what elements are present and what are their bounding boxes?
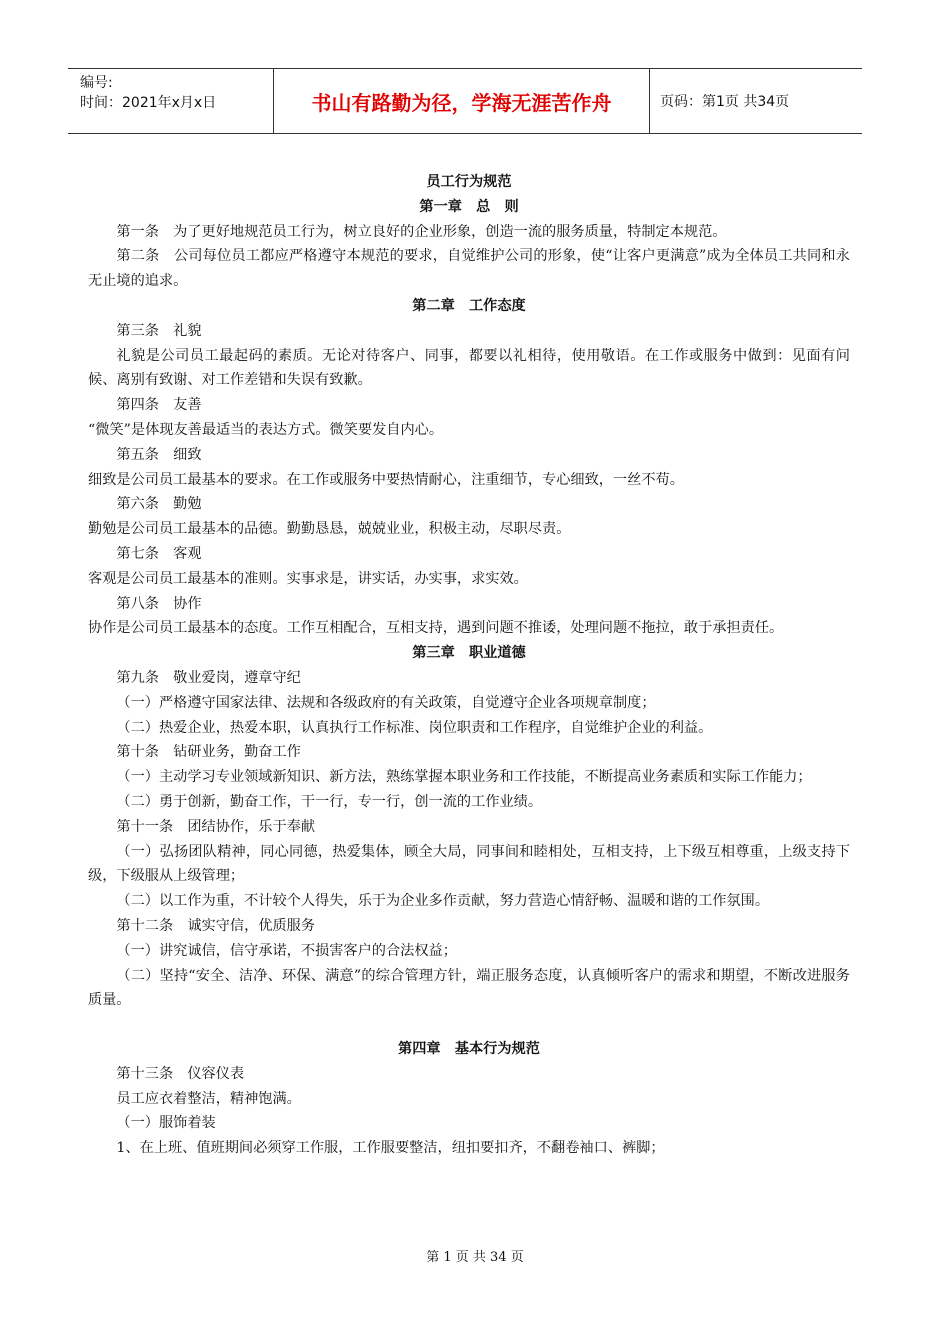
article-12-item-1: （一）讲究诚信，信守承诺，不损害客户的合法权益； [116, 942, 457, 959]
article-1: 第一条 为了更好地规范员工行为，树立良好的企业形象，创造一流的服务质量，特制定本规范。 [116, 223, 727, 240]
article-7-body: 客观是公司员工最基本的准则。实事求是，讲实话，办实事，求实效。 [88, 570, 528, 587]
article-11-heading: 第十一条 团结协作，乐于奉献 [116, 818, 316, 835]
page-footer: 第 1 页 共 34 页 [426, 1250, 524, 1265]
document-title: 员工行为规范 [426, 174, 512, 190]
number-label: 编号: [80, 75, 113, 91]
article-9-item-2: （二）热爱企业，热爱本职，认真执行工作标准、岗位职责和工作程序，自觉维护企业的利益。 [116, 719, 713, 736]
article-11-item-1: （一）弘扬团队精神，同心同德，热爱集体，顾全大局，同事间和睦相处，互相支持，上下级互相尊重，上级支持下级，下级服从上级管理； [88, 843, 850, 885]
article-9-heading: 第九条 敬业爱岗，遵章守纪 [116, 669, 301, 686]
chapter-heading-3: 第三章 职业道德 [412, 645, 526, 662]
article-7-heading: 第七条 客观 [116, 545, 202, 562]
article-9-item-1: （一）严格遵守国家法律、法规和各级政府的有关政策，自觉遵守企业各项规章制度； [116, 694, 656, 711]
article-3-heading: 第三条 礼貌 [116, 322, 202, 339]
header-page-info: 页码：第1页 共34页 [660, 94, 790, 110]
article-6-heading: 第六条 勤勉 [116, 496, 202, 513]
article-8-body: 协作是公司员工最基本的态度。工作互相配合，互相支持，遇到问题不推诿，处理问题不拖拉，敢于承担责任。 [88, 620, 784, 637]
article-5-heading: 第五条 细致 [116, 446, 202, 463]
document-body [88, 170, 850, 1161]
article-13-heading: 第十三条 仪容仪表 [116, 1065, 245, 1082]
article-13-item-1: （一）服饰着装 [116, 1115, 216, 1132]
article-10-heading: 第十条 钻研业务，勤奋工作 [116, 744, 301, 761]
chapter-heading-1: 第一章 总 则 [419, 198, 519, 215]
article-5-body: 细致是公司员工最基本的要求。在工作或服务中要热情耐心，注重细节，专心细致，一丝不苟。 [88, 471, 684, 488]
article-3-body: 礼貌是公司员工最起码的素质。无论对待客户、同事，都要以礼相待，使用敬语。在工作或服务中做到：见面有问候、离别有致谢、对工作差错和失误有致歉。 [88, 347, 850, 389]
article-4-heading: 第四条 友善 [116, 397, 202, 414]
chapter-heading-2: 第二章 工作态度 [412, 297, 526, 314]
article-8-heading: 第八条 协作 [116, 595, 202, 612]
header-meta [68, 69, 274, 133]
article-6-body: 勤勉是公司员工最基本的品德。勤勤恳恳，兢兢业业，积极主动，尽职尽责。 [88, 521, 571, 538]
article-10-item-1: （一）主动学习专业领域新知识、新方法，熟练掌握本职业务和工作技能，不断提高业务素质和实际工作能力； [116, 769, 812, 786]
header-motto: 书山有路勤为径，学海无涯苦作舟 [274, 69, 650, 133]
article-11-item-2: （二）以工作为重，不计较个人得失，乐于为企业多作贡献，努力营造心情舒畅、温暖和谐的工作氛围。 [116, 893, 770, 910]
article-12-item-2: （二）坚持“安全、洁净、环保、满意”的综合管理方针，端正服务态度，认真倾听客户的需求和期望，不断改进服务质量。 [88, 967, 850, 1009]
article-12-heading: 第十二条 诚实守信，优质服务 [116, 917, 316, 934]
article-13-item-1-1: 1、在上班、值班期间必须穿工作服，工作服要整洁，纽扣要扣齐，不翻卷袖口、裤脚； [116, 1140, 665, 1157]
article-4-body: “微笑”是体现友善最适当的表达方式。微笑要发自内心。 [88, 421, 444, 438]
document-header [68, 68, 862, 134]
time-label: 时间：2021年x月x日 [80, 95, 217, 111]
chapter-heading-4: 第四章 基本行为规范 [398, 1041, 540, 1058]
article-10-item-2: （二）勇于创新，勤奋工作，干一行，专一行，创一流的工作业绩。 [116, 793, 543, 810]
article-13-body: 员工应衣着整洁，精神饱满。 [116, 1090, 301, 1107]
article-2: 第二条 公司每位员工都应严格遵守本规范的要求，自觉维护公司的形象，使“让客户更满意”成为全体员工共同和永无止境的追求。 [88, 248, 850, 290]
spacer [88, 1013, 850, 1037]
